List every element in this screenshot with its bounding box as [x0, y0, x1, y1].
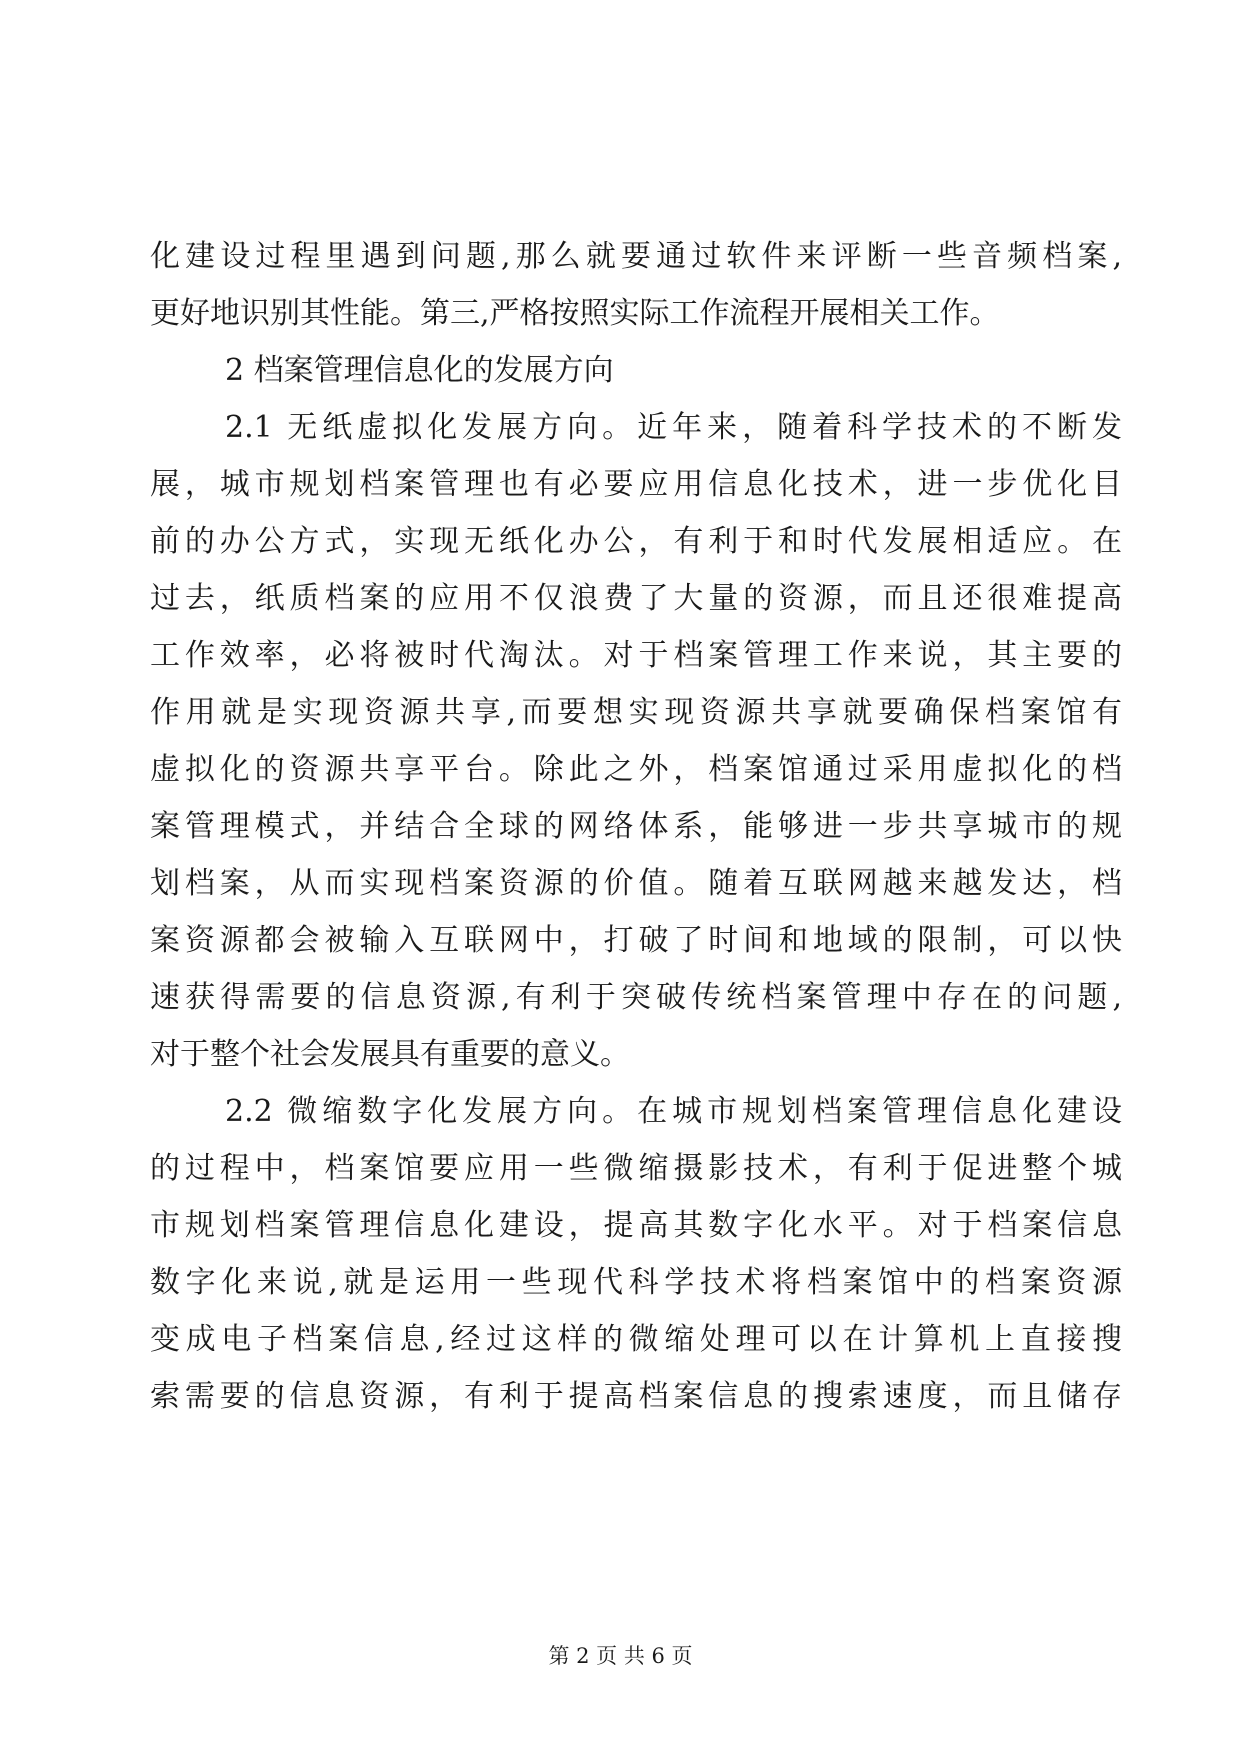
text-line: 市规划档案管理信息化建设，提高其数字化水平。对于档案信息: [150, 1208, 1122, 1243]
text-line: 虚拟化的资源共享平台。除此之外，档案馆通过采用虚拟化的档: [150, 752, 1122, 787]
text-line: 数字化来说,就是运用一些现代科学技术将档案馆中的档案资源: [150, 1265, 1122, 1300]
text-line: 2.2 微缩数字化发展方向。在城市规划档案管理信息化建设: [225, 1094, 1122, 1129]
text-line: 2.1 无纸虚拟化发展方向。近年来，随着科学技术的不断发: [225, 410, 1122, 445]
text-line: 化建设过程里遇到问题,那么就要通过软件来评断一些音频档案,: [150, 239, 1122, 274]
text-line: 作用就是实现资源共享,而要想实现资源共享就要确保档案馆有: [150, 695, 1122, 730]
text-line: 划档案，从而实现档案资源的价值。随着互联网越来越发达，档: [150, 866, 1122, 901]
text-line: 速获得需要的信息资源,有利于突破传统档案管理中存在的问题,: [150, 980, 1122, 1015]
text-line: 展，城市规划档案管理也有必要应用信息化技术，进一步优化目: [150, 467, 1122, 502]
text-line: 案资源都会被输入互联网中，打破了时间和地域的限制，可以快: [150, 923, 1122, 958]
text-line: 案管理模式，并结合全球的网络体系，能够进一步共享城市的规: [150, 809, 1122, 844]
text-line: 工作效率，必将被时代淘汰。对于档案管理工作来说，其主要的: [150, 638, 1122, 673]
text-line: 对于整个社会发展具有重要的意义。: [150, 1037, 630, 1072]
body-text: [150, 228, 1122, 1425]
section-heading: 2 档案管理信息化的发展方向: [225, 353, 614, 388]
text-line: 的过程中，档案馆要应用一些微缩摄影技术，有利于促进整个城: [150, 1151, 1122, 1186]
text-line: 过去，纸质档案的应用不仅浪费了大量的资源，而且还很难提高: [150, 581, 1122, 616]
page-footer: 第 2 页 共 6 页: [548, 1644, 693, 1668]
text-line: 变成电子档案信息,经过这样的微缩处理可以在计算机上直接搜: [150, 1322, 1122, 1357]
text-line: 前的办公方式，实现无纸化办公，有利于和时代发展相适应。在: [150, 524, 1122, 559]
text-line: 更好地识别其性能。第三,严格按照实际工作流程开展相关工作。: [150, 296, 1000, 331]
text-line: 索需要的信息资源，有利于提高档案信息的搜索速度，而且储存: [150, 1379, 1122, 1414]
